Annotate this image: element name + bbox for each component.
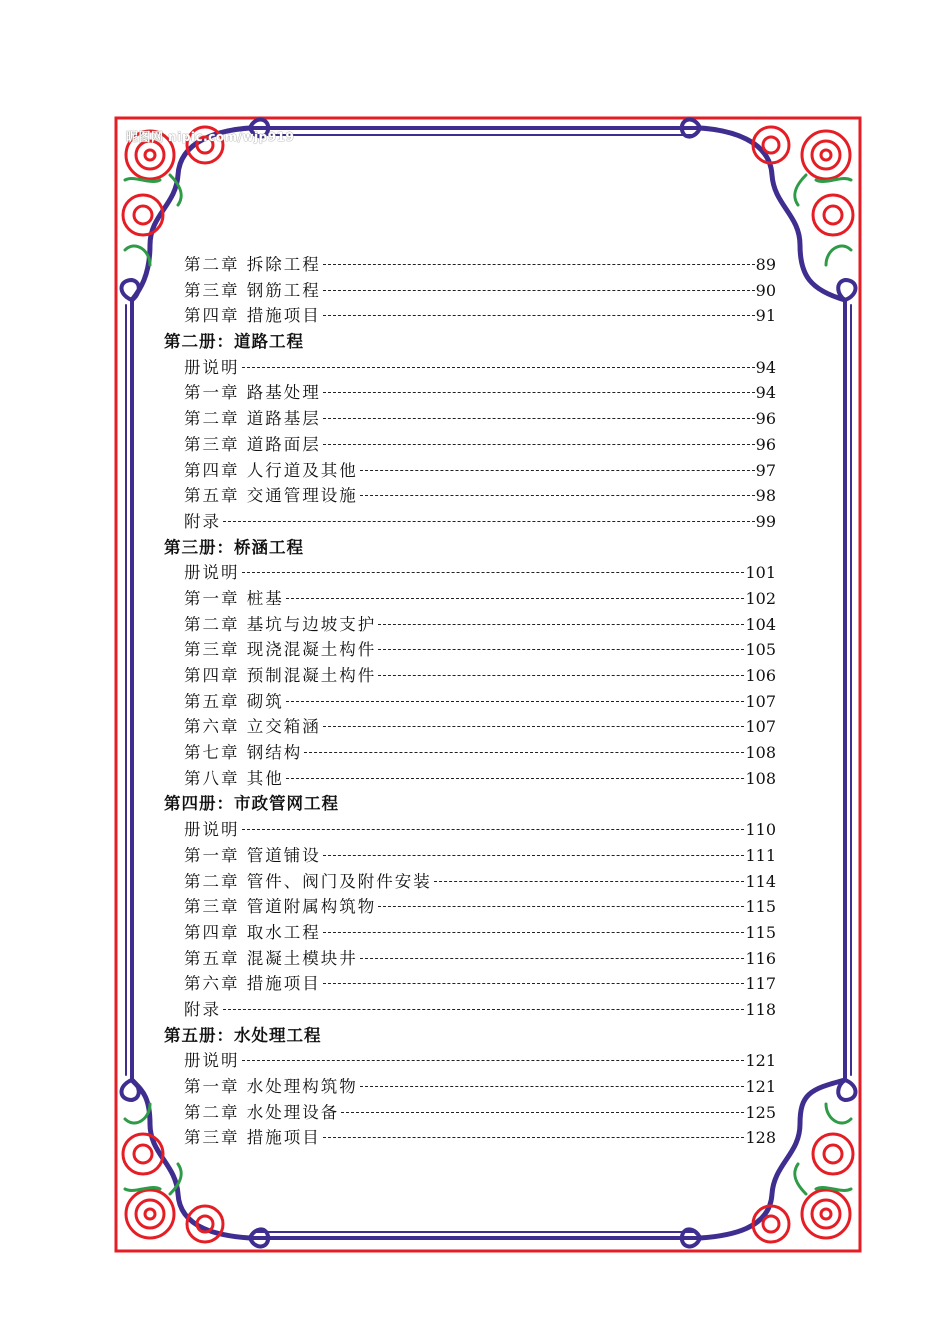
entry-title: 第六章 立交箱涵 (184, 717, 321, 737)
dot-leader (360, 494, 755, 496)
toc-entry (164, 714, 776, 740)
entry-title: 第七章 钢结构 (184, 743, 303, 763)
dot-leader (323, 982, 745, 984)
entry-title: 册说明 (184, 563, 240, 583)
toc-volume-heading (164, 791, 776, 817)
toc-entry (164, 303, 776, 329)
toc-entry (164, 1125, 776, 1151)
page-number: 94 (755, 357, 776, 377)
entry-title: 第四章 措施项目 (184, 306, 321, 326)
toc-entry (164, 560, 776, 586)
dot-leader (242, 1059, 745, 1061)
toc-entry (164, 586, 776, 612)
page-number: 106 (745, 666, 776, 685)
entry-title: 册说明 (184, 820, 240, 840)
dot-leader (286, 597, 745, 599)
dot-leader (323, 443, 755, 445)
entry-title: 第六章 措施项目 (184, 974, 321, 994)
toc-entry (164, 894, 776, 920)
toc-entry (164, 509, 776, 535)
dot-leader (323, 417, 755, 419)
page-number: 91 (755, 306, 776, 326)
table-of-contents (164, 252, 776, 1151)
dot-leader (360, 469, 755, 471)
volume-title: 第五册：水处理工程 (164, 1025, 322, 1045)
entry-title: 第二章 水处理设备 (184, 1102, 340, 1122)
toc-entry (164, 843, 776, 869)
entry-title: 第四章 预制混凝土构件 (184, 666, 377, 685)
page-number: 128 (745, 1128, 776, 1148)
toc-entry (164, 432, 776, 458)
entry-title: 第一章 管道铺设 (184, 845, 321, 865)
entry-title: 第一章 路基处理 (184, 383, 321, 403)
entry-title: 第八章 其他 (184, 768, 284, 788)
toc-entry (164, 252, 776, 278)
dot-leader (223, 520, 755, 522)
page-number: 118 (745, 999, 776, 1019)
page-number: 96 (755, 434, 776, 454)
entry-title: 附录 (184, 511, 221, 531)
dot-leader (242, 828, 745, 830)
page-number: 125 (745, 1102, 776, 1122)
page-number: 99 (755, 511, 776, 531)
toc-entry (164, 946, 776, 972)
page-number: 116 (745, 948, 776, 968)
page-number: 101 (745, 563, 776, 583)
toc-entry (164, 869, 776, 895)
entry-title: 第五章 交通管理设施 (184, 486, 358, 506)
entry-title: 第二章 管件、阀门及附件安装 (184, 871, 432, 891)
dot-leader (323, 931, 745, 933)
entry-title: 第一章 水处理构筑物 (184, 1077, 358, 1096)
dot-leader (323, 289, 755, 291)
entry-title: 第一章 桩基 (184, 588, 284, 608)
page-number: 104 (745, 614, 776, 634)
page-number: 114 (745, 871, 776, 891)
toc-entry (164, 689, 776, 715)
page-number: 89 (755, 255, 776, 274)
page-number: 108 (745, 743, 776, 763)
volume-title: 第四册：市政管网工程 (164, 794, 339, 814)
dot-leader (323, 263, 755, 265)
page-number: 110 (745, 820, 776, 840)
dot-leader (378, 674, 744, 676)
entry-title: 附录 (184, 999, 221, 1019)
dot-leader (323, 1136, 745, 1138)
toc-entry (164, 920, 776, 946)
toc-entry (164, 740, 776, 766)
watermark-text: 昵图网 nipic.com/wjp919 (126, 130, 295, 144)
toc-entry (164, 278, 776, 304)
dot-leader (434, 880, 745, 882)
toc-entry (164, 637, 776, 663)
page-number: 90 (755, 280, 776, 300)
toc-entry (164, 380, 776, 406)
dot-leader (323, 854, 745, 856)
page-number: 102 (745, 588, 776, 608)
toc-entry (164, 766, 776, 792)
page-number: 96 (755, 409, 776, 429)
dot-leader (286, 700, 745, 702)
dot-leader (378, 905, 744, 907)
toc-entry (164, 458, 776, 484)
page-number: 107 (745, 717, 776, 737)
toc-entry (164, 406, 776, 432)
dot-leader (242, 366, 755, 368)
entry-title: 第四章 人行道及其他 (184, 460, 358, 480)
page-number: 115 (745, 922, 776, 942)
page-number: 94 (755, 383, 776, 403)
dot-leader (323, 314, 755, 316)
volume-title: 第三册：桥涵工程 (164, 537, 304, 557)
page-number: 121 (745, 1051, 776, 1071)
dot-leader (378, 623, 744, 625)
entry-title: 册说明 (184, 357, 240, 377)
entry-title: 第三章 现浇混凝土构件 (184, 640, 377, 660)
entry-title: 第五章 混凝土模块井 (184, 948, 358, 968)
toc-entry (164, 997, 776, 1023)
toc-entry (164, 1100, 776, 1126)
dot-leader (242, 571, 745, 573)
dot-leader (223, 1008, 744, 1010)
page-number: 97 (755, 460, 776, 480)
entry-title: 第二章 拆除工程 (184, 255, 321, 274)
toc-entry (164, 1074, 776, 1100)
toc-entry (164, 355, 776, 381)
dot-leader (286, 777, 745, 779)
toc-entry (164, 483, 776, 509)
toc-entry (164, 817, 776, 843)
entry-title: 第三章 措施项目 (184, 1128, 321, 1148)
page-number: 121 (745, 1077, 776, 1096)
page-number: 115 (745, 897, 776, 917)
toc-entry (164, 663, 776, 689)
page-number: 105 (745, 640, 776, 660)
page-number: 98 (755, 486, 776, 506)
toc-volume-heading (164, 329, 776, 355)
toc-entry (164, 971, 776, 997)
dot-leader (360, 1085, 745, 1087)
dot-leader (341, 1111, 744, 1113)
page-number: 108 (745, 768, 776, 788)
entry-title: 第五章 砌筑 (184, 691, 284, 711)
toc-volume-heading (164, 1023, 776, 1049)
dot-leader (304, 751, 744, 753)
page-number: 117 (745, 974, 776, 994)
entry-title: 第二章 道路基层 (184, 409, 321, 429)
dot-leader (378, 648, 744, 650)
toc-entry (164, 1048, 776, 1074)
entry-title: 册说明 (184, 1051, 240, 1071)
entry-title: 第三章 钢筋工程 (184, 280, 321, 300)
entry-title: 第四章 取水工程 (184, 922, 321, 942)
entry-title: 第三章 管道附属构筑物 (184, 897, 377, 917)
page-number: 107 (745, 691, 776, 711)
toc-entry (164, 612, 776, 638)
entry-title: 第二章 基坑与边坡支护 (184, 614, 377, 634)
toc-volume-heading (164, 535, 776, 561)
entry-title: 第三章 道路面层 (184, 434, 321, 454)
volume-title: 第二册：道路工程 (164, 332, 304, 352)
dot-leader (360, 957, 745, 959)
dot-leader (323, 725, 745, 727)
page-number: 111 (745, 845, 776, 865)
dot-leader (323, 391, 755, 393)
